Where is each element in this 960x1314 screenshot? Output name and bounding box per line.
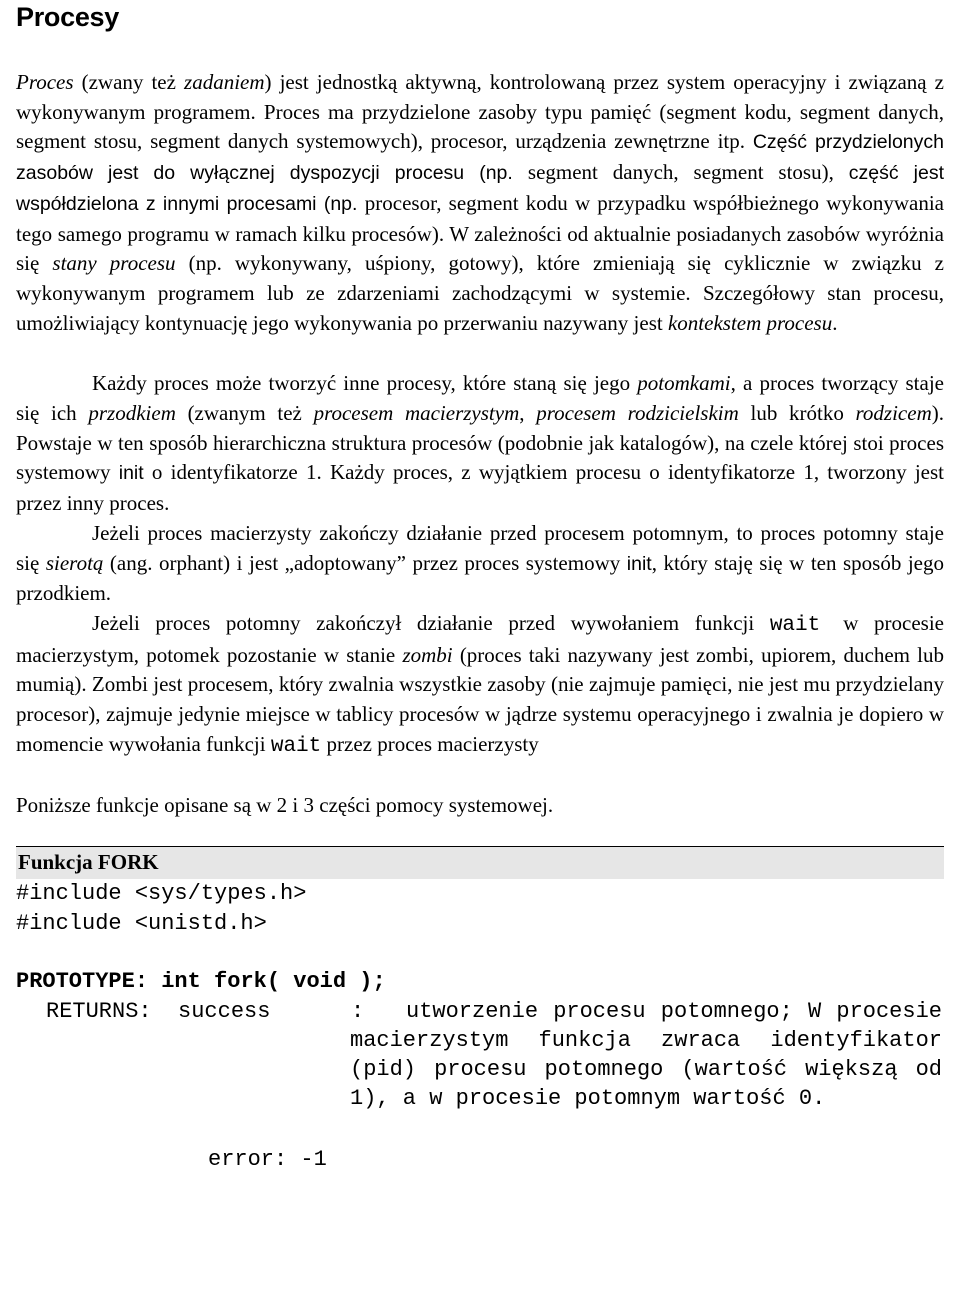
error-return: error: -1 xyxy=(208,1146,327,1172)
paragraph-hierarchy xyxy=(16,369,944,519)
text-run: ). Powstaje w ten sposób hierarchiczna struktura procesów (podobnie jak katalogów), na czele której stoi proces systemowy xyxy=(16,401,944,485)
text-run: Jeżeli proces potomny zakończył działanie przed wywołaniem funkcji xyxy=(92,610,770,635)
text-run: (zwanym też xyxy=(175,401,314,426)
include-line: #include <unistd.h> xyxy=(16,910,267,936)
text-run: Jeżeli proces macierzysty zakończy działanie przed procesem potomnym, to proces potomny staje się xyxy=(16,520,944,575)
term-zombi: zombi xyxy=(402,642,453,667)
term-proces-macierzysty: procesem macierzystym xyxy=(313,401,520,426)
text-run: w procesie macierzystym, potomek pozostanie w stanie xyxy=(16,610,944,667)
text-run: , a proces tworzący staje się ich xyxy=(16,371,944,426)
text-run: (zwany też xyxy=(73,70,185,94)
text-run: , który staję się w ten sposób jego przodkiem. xyxy=(16,550,944,606)
text-run: , xyxy=(519,401,537,426)
term-potomkowie: potomkami xyxy=(637,371,731,396)
text-run-sans: Część przydzielonych zasobów jest do wyłącznej dyspozycji procesu (np. xyxy=(16,131,944,185)
term-stany-procesu: stany procesu xyxy=(52,251,176,276)
paragraph-definition xyxy=(16,68,944,338)
term-przodek: przodkiem xyxy=(88,401,176,426)
text-run-sans: część jest współdzielona z innymi procesami (np. xyxy=(16,162,945,215)
term-sierota: sierotą xyxy=(45,550,104,575)
text-run: lub krótko xyxy=(738,401,856,426)
prototype-label: PROTOTYPE: xyxy=(16,969,149,995)
term-zadanie: zadaniem xyxy=(184,70,265,94)
success-label: success xyxy=(178,998,271,1024)
returns-colon: : xyxy=(351,998,365,1024)
text-run: . xyxy=(832,310,838,335)
paragraph-orphan xyxy=(16,519,944,609)
text-run: przez proces macierzysty xyxy=(321,731,539,756)
text-run: (ang. orphant) i jest „adoptowany” przez proces systemowy xyxy=(103,550,627,575)
text-run: (proces taki nazywany jest zombi, upiorem, duchem lub mumią). Zombi jest procesem, który zwalnia wszystkie zasoby (nie zajmuje pamięci, nie jest mu przydzielany procesor), zajmuje jedynie miejsce w tablicy procesów w jądrze systemu operacyjnego i zwalnia je dopiero w momencie wywołania funkcji xyxy=(16,642,944,756)
returns-block xyxy=(16,997,944,1172)
paragraph-help-note: Poniższe funkcje opisane są w 2 i 3 części pomocy systemowej. xyxy=(16,793,554,818)
term-rodzic: rodzicem xyxy=(855,401,932,426)
text-run: procesor, segment kodu w przypadku współbieżnego wykonywania tego samego programu w ramach kilku procesów). W zależności od aktualnie posiadanych zasobów wyróżnia się xyxy=(16,190,944,276)
term-proces-rodzicielski: procesem rodzicielskim xyxy=(536,401,739,426)
section-heading-fork: Funkcja FORK xyxy=(16,846,944,879)
prototype-line xyxy=(16,967,944,997)
text-run: segment danych, segment stosu), xyxy=(527,160,849,185)
text-run: Każdy proces może tworzyć inne procesy, które staną się jego xyxy=(92,371,638,396)
success-description xyxy=(350,997,942,1114)
term-kontekst-procesu: kontekstem procesu xyxy=(667,310,833,335)
include-line: #include <sys/types.h> xyxy=(16,881,307,907)
code-wait: wait xyxy=(270,734,322,758)
paragraph-zombie xyxy=(16,609,944,762)
init-name: init xyxy=(118,462,144,485)
returns-label xyxy=(46,997,270,1027)
prototype-signature: int fork( void ); xyxy=(148,969,386,995)
success-text: utworzenie procesu potomnego; W procesie macierzystym funkcja zwraca identyfikator (pid) procesu potomnego (wartość większą od 1), a w procesie potomnym wartość 0. xyxy=(350,998,942,1112)
init-name: init xyxy=(626,552,652,575)
returns-label-text: RETURNS: xyxy=(46,998,152,1024)
term-proces: Proces xyxy=(16,70,74,94)
page-title: Procesy xyxy=(16,2,119,32)
spacer xyxy=(16,938,944,967)
code-wait: wait xyxy=(769,613,844,637)
document-page xyxy=(16,0,944,1172)
text-run: (np. wykonywany, uśpiony, gotowy), które zmieniają się cyklicznie w związku z wykonywanym programem lub ze zdarzeniami zachodzącymi w systemie. Szczegółowy stan procesu, umożliwiający kontynuację jego wykonywania po przerwaniu nazywany jest xyxy=(16,251,945,335)
text-run: ) jest jednostką aktywną, kontrolowaną przez system operacyjny i związaną z wykonywanym programem. Proces ma przydzielone zasoby typu pamięć (segment kodu, segment danych, segment stosu, segment danych systemowych), procesor, urządzenia zewnętrzne itp. xyxy=(16,70,944,154)
text-run: o identyfikatorze 1. Każdy proces, z wyjątkiem procesu o identyfikatorze 1, tworzony jest przez inny proces. xyxy=(16,460,945,516)
